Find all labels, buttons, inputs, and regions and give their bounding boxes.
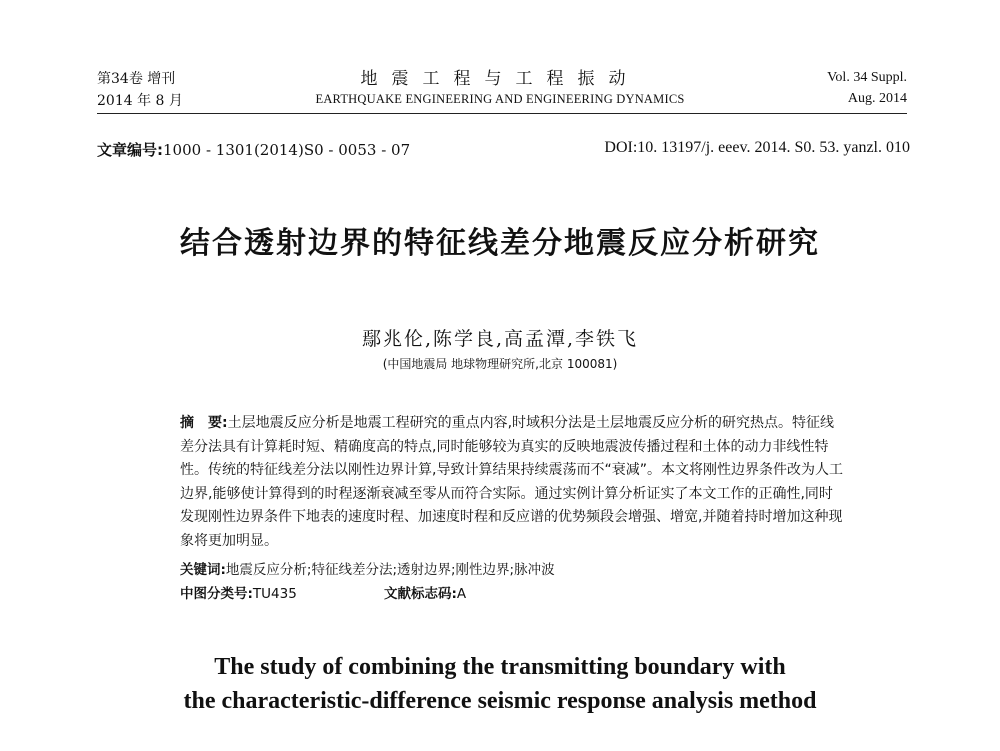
journal-name-cn: 地震工程与工程振动 — [360, 69, 640, 89]
article-number-label: 文章编号: — [97, 141, 163, 159]
keywords — [180, 558, 555, 578]
volume-info: 第34卷 增刊 — [97, 71, 176, 87]
keywords-label: 关键词: — [180, 562, 226, 578]
volume-en: Vol. 34 Suppl. — [827, 70, 907, 85]
header-rule — [97, 113, 907, 114]
journal-name-en: EARTHQUAKE ENGINEERING AND ENGINEERING DYNAMICS — [315, 92, 685, 106]
paper-title-en-line2: the characteristic-difference seismic response analysis method — [183, 688, 817, 714]
issue-date: 2014 年 8 月 — [97, 93, 183, 109]
article-number — [97, 139, 410, 160]
doi: DOI:10. 13197/j. eeev. 2014. S0. 53. yanzl. 010 — [604, 139, 910, 156]
abstract-text: 土层地震反应分析是地震工程研究的重点内容,时域积分法是土层地震反应分析的研究热点。特征线差分法具有计算耗时短、精确度高的特点,同时能够较为真实的反映地震波传播过程和土体的动力非线性特性。传统的特征线差分法以刚性边界计算,导致计算结果持续震荡而不“衰减”。本文将刚性边界条件改为人工边界,能够使计算得到的时程逐渐衰减至零从而符合实际。通过实例计算分析证实了本文工作的正确性,同时发现刚性边界条件下地表的速度时程、加速度时程和反应谱的优势频段会增强、增宽,并随着持时增加这种现象将更加明显。 — [180, 415, 843, 549]
classification-value: TU435 — [252, 586, 297, 602]
abstract — [180, 412, 844, 554]
abstract-label: 摘 要: — [180, 415, 228, 431]
classification-label: 中图分类号: — [180, 586, 253, 602]
affiliation: (中国地震局 地球物理研究所,北京 100081) — [382, 357, 618, 371]
article-number-value: 1000 - 1301(2014)S0 - 0053 - 07 — [163, 141, 411, 159]
keywords-text: 地震反应分析;特征线差分法;透射边界;刚性边界;脉冲波 — [225, 562, 555, 578]
document-code — [384, 582, 466, 602]
document-code-value: A — [456, 586, 467, 602]
paper-title-cn: 结合透射边界的特征线差分地震反应分析研究 — [180, 226, 820, 261]
classification — [180, 582, 297, 602]
issue-date-en: Aug. 2014 — [847, 91, 907, 106]
authors: 鄢兆伦,陈学良,高孟潭,李铁飞 — [361, 328, 639, 350]
document-code-label: 文献标志码: — [384, 586, 457, 602]
paper-title-en-line1: The study of combining the transmitting boundary with — [214, 654, 786, 680]
